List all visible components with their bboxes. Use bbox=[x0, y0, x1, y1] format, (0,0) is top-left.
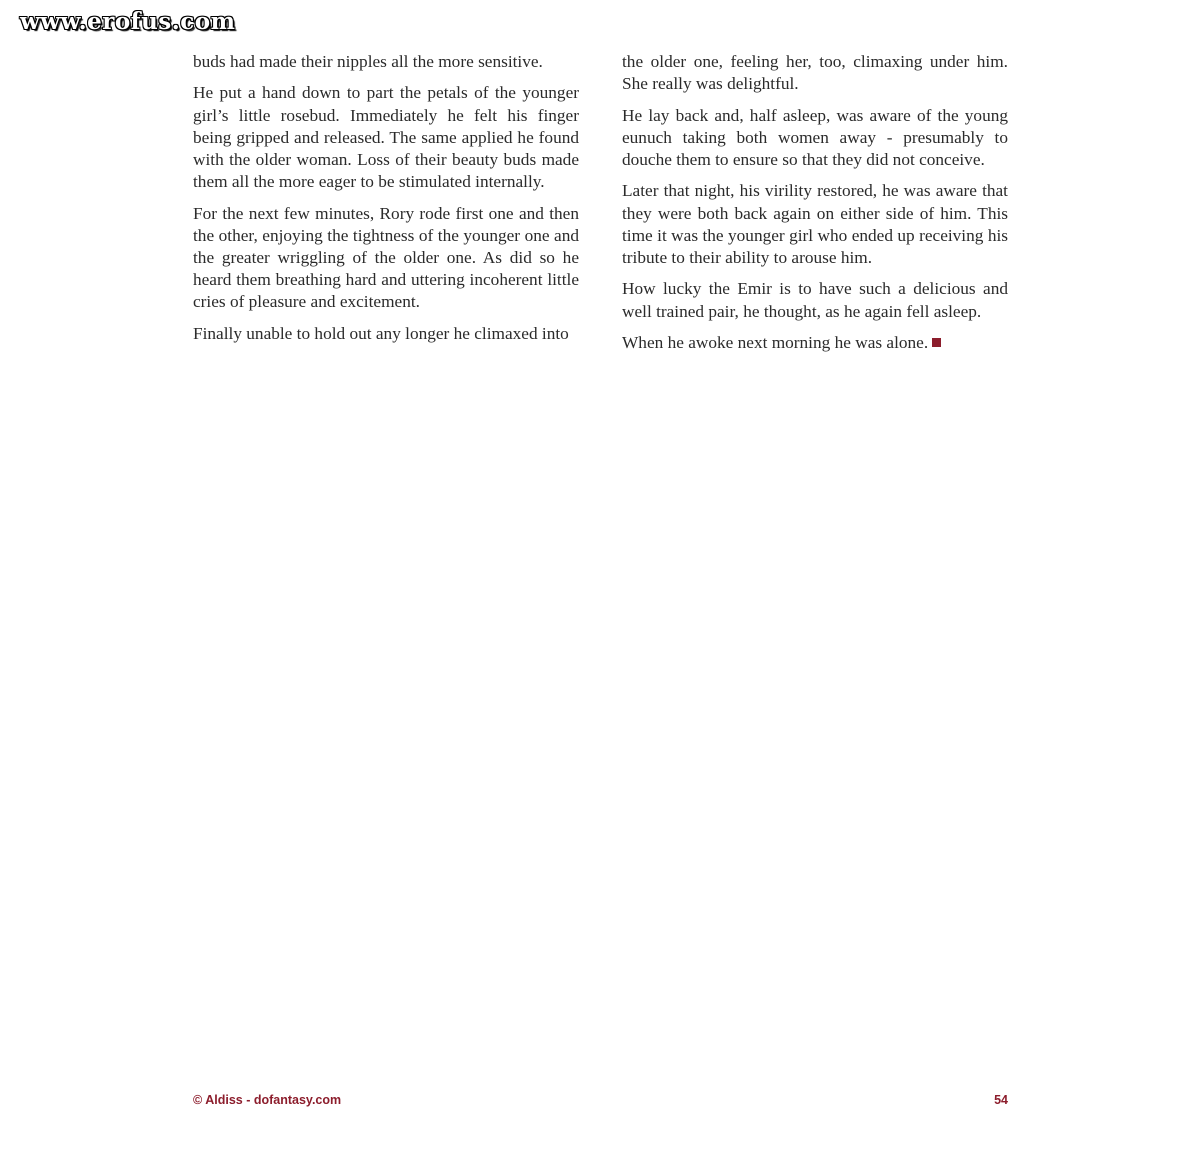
paragraph: How lucky the Emir is to have such a delicious and well trained pair, he thought, as he again fell asleep. bbox=[622, 279, 1008, 321]
paragraph: He lay back and, half asleep, was aware of the young eunuch taking both women away - presumably to douche them to ensure so that they did not conceive. bbox=[622, 105, 1008, 169]
page-number: 54 bbox=[994, 1093, 1008, 1107]
paragraph: Finally unable to hold out any longer he climaxed into bbox=[193, 323, 569, 343]
paragraph: the older one, feeling her, too, climaxing under him. She really was delightful. bbox=[622, 52, 1008, 94]
end-of-story-mark-icon bbox=[932, 338, 941, 347]
paragraph-text: When he awoke next morning he was alone. bbox=[622, 332, 929, 352]
left-text-column bbox=[193, 51, 579, 354]
final-paragraph bbox=[622, 332, 1008, 354]
site-watermark: www.erofus.com bbox=[20, 8, 236, 35]
paragraph: He put a hand down to part the petals of the younger girl’s little rosebud. Immediately he felt his finger being gripped and released. The same applied he found with the older woman. Loss of their beauty buds made them all the more eager to be stimulated internally. bbox=[193, 83, 579, 192]
footer-credit: © Aldiss - dofantasy.com bbox=[193, 1093, 342, 1107]
paragraph: For the next few minutes, Rory rode first one and then the other, enjoying the tightness of the younger one and the greater wriggling of the older one. As did so he heard them breathing hard and uttering incoherent little cries of pleasure and excitement. bbox=[193, 203, 579, 312]
paragraph: Later that night, his virility restored, he was aware that they were both back again on either side of him. This time it was the younger girl who ended up receiving his tribute to their ability to arouse him. bbox=[622, 181, 1008, 267]
right-text-column bbox=[622, 51, 1008, 363]
paragraph: buds had made their nipples all the more sensitive. bbox=[193, 52, 543, 71]
